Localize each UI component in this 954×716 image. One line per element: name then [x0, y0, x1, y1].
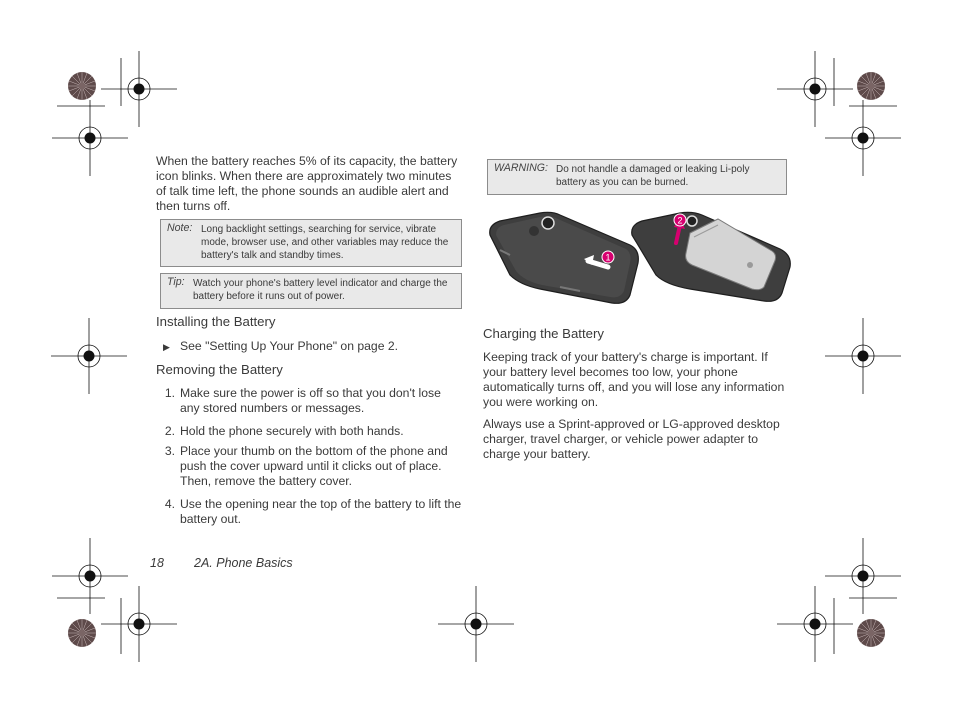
note-box: [160, 219, 462, 267]
warning-box: [487, 159, 787, 195]
charging-heading: Charging the Battery: [483, 326, 604, 341]
tip-label: Tip:: [167, 276, 185, 288]
step-text: Hold the phone securely with both hands.: [180, 424, 404, 438]
page-number: 18: [150, 556, 164, 570]
step-text: Make sure the power is off so that you don't lose any stored numbers or messages.: [180, 386, 441, 415]
step-number: 3.: [164, 444, 175, 458]
tip-text: Watch your phone's battery level indicator and charge the battery before it runs out of power.: [193, 278, 448, 302]
phone-back-icon: [490, 212, 639, 303]
color-star-mark: [857, 72, 885, 100]
color-star-mark: [857, 619, 885, 647]
installing-bullet-text: See "Setting Up Your Phone" on page 2.: [180, 339, 399, 353]
step-two-badge-icon: [674, 214, 686, 226]
installing-heading: Installing the Battery: [156, 314, 276, 329]
registration-mark: [825, 318, 901, 394]
intro-paragraph: When the battery reaches 5% of its capacity, the battery icon blinks. When there are approximately two minutes of talk time left, the phone sounds an audible alert and then turns off.: [156, 154, 458, 213]
removing-heading: Removing the Battery: [156, 362, 283, 377]
step-two-number: 2: [677, 215, 683, 226]
registration-mark: [777, 586, 853, 662]
section-title: 2A. Phone Basics: [194, 556, 293, 570]
step-one-badge-icon: [602, 251, 614, 263]
warning-text: Do not handle a damaged or leaking Li-poly battery as you can be burned.: [556, 164, 750, 188]
registration-mark: [438, 586, 514, 662]
step-number: 4.: [164, 497, 175, 511]
step-text: Use the opening near the top of the battery to lift the battery out.: [180, 497, 462, 526]
registration-mark: [777, 51, 853, 127]
color-star-mark: [68, 72, 96, 100]
battery-removal-illustration: [480, 205, 795, 310]
note-label: Note:: [167, 222, 193, 234]
note-text: Long backlight settings, searching for service, vibrate mode, browser use, and other variables may reduce the battery's talk and standby times.: [201, 224, 449, 261]
registration-mark: [51, 318, 127, 394]
phone-with-battery-icon: [632, 212, 791, 301]
registration-mark: [101, 51, 177, 127]
step-number: 1.: [164, 386, 175, 400]
charging-paragraph-1: Keeping track of your battery's charge is important. If your battery level becomes too low, your phone automatically turns off, and you will lose any information you were working on.: [483, 350, 785, 409]
step-one-number: 1: [605, 252, 611, 263]
step-text: Place your thumb on the bottom of the phone and push the cover upward until it clicks out of place. Then, remove the battery cover.: [180, 444, 448, 488]
tip-box: [160, 273, 462, 309]
registration-mark: [825, 538, 901, 614]
step-number: 2.: [164, 424, 175, 438]
registration-mark: [52, 100, 128, 176]
color-star-mark: [68, 619, 96, 647]
registration-mark: [825, 100, 901, 176]
warning-label: WARNING:: [494, 162, 548, 174]
registration-mark: [52, 538, 128, 614]
triangle-bullet-icon: ▶: [163, 342, 170, 352]
registration-mark: [101, 586, 177, 662]
charging-paragraph-2: Always use a Sprint-approved or LG-approved desktop charger, travel charger, or vehicle power adapter to charge your battery.: [483, 417, 780, 461]
